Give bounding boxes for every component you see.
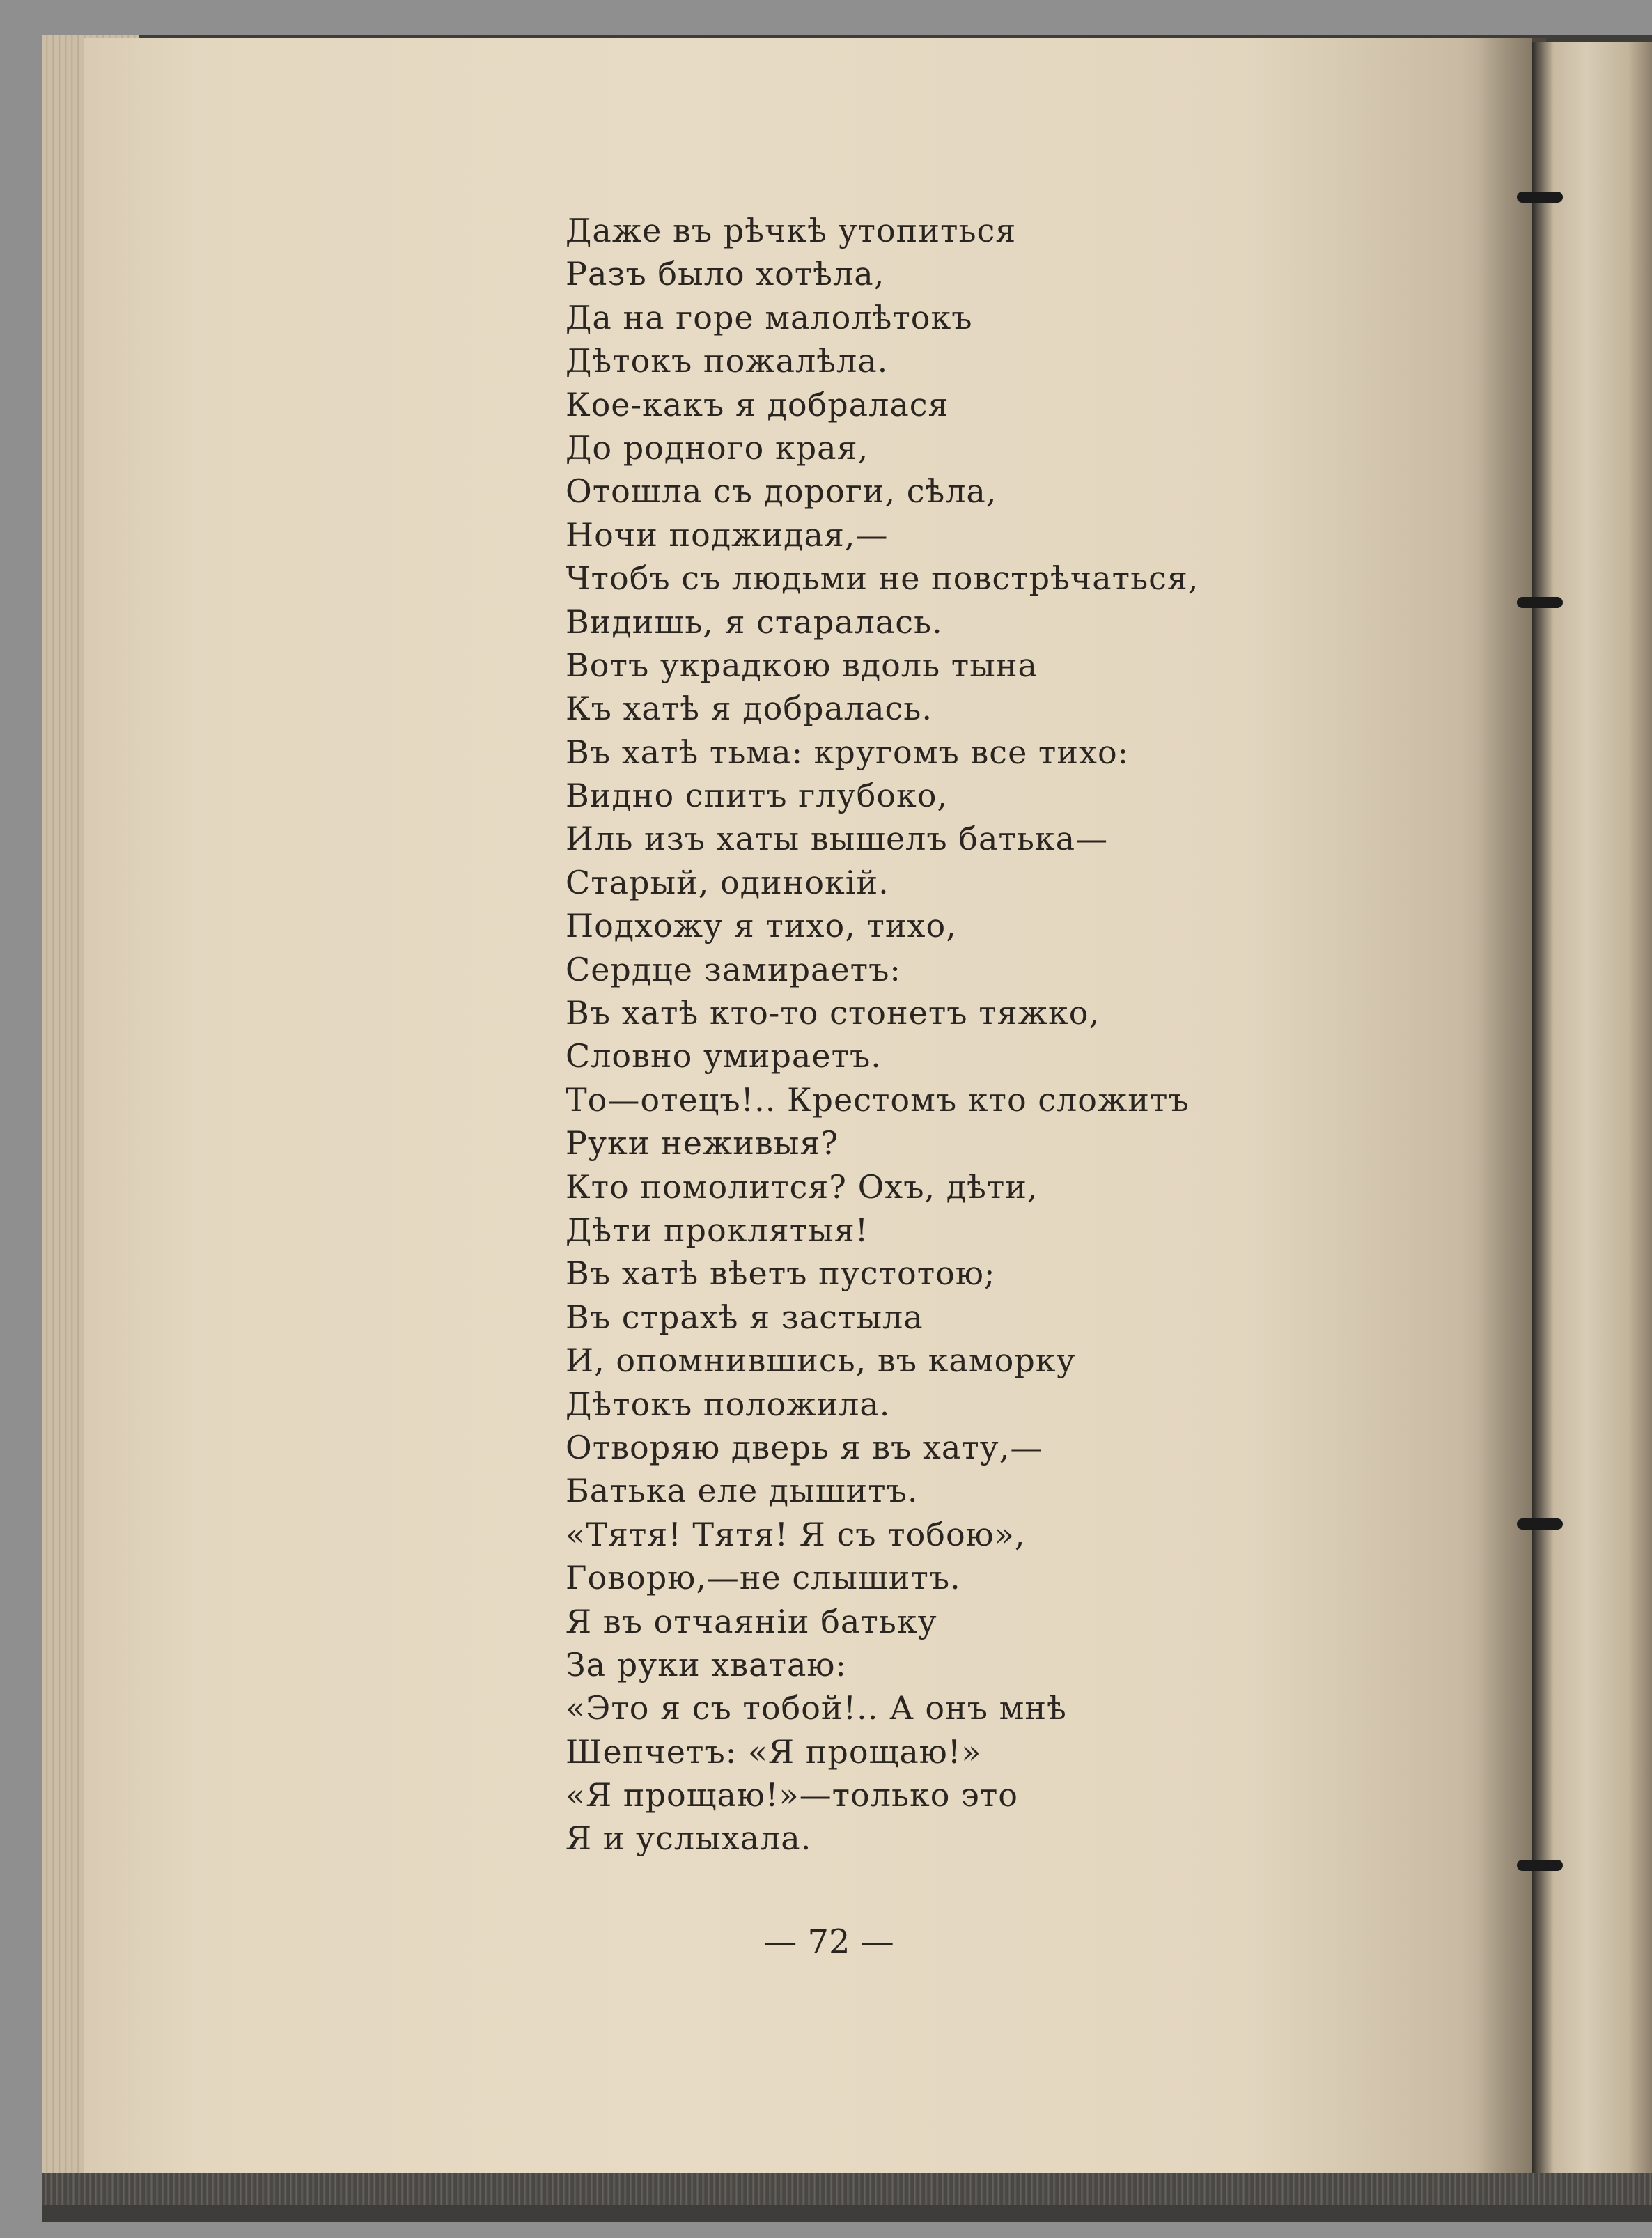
poem-line: Кто помолится? Охъ, дѣти,: [566, 1167, 1038, 1206]
poem-text: [566, 209, 1199, 1860]
poem-line: То—отецъ!.. Крестомъ кто сложитъ: [566, 1080, 1190, 1119]
poem-line: Въ хатѣ тьма: кругомъ все тихо:: [566, 733, 1130, 771]
poem-line: Разъ было хотѣла,: [566, 255, 885, 293]
poem-line: Да на горе малолѣтокъ: [566, 298, 973, 336]
binding-stitch: [1517, 1860, 1563, 1871]
poem-line: Кое-какъ я добралася: [566, 385, 949, 423]
poem-line: «Тятя! Тятя! Я съ тобою»,: [566, 1515, 1026, 1553]
poem-line: «Это я съ тобой!.. А онъ мнѣ: [566, 1689, 1067, 1727]
poem-line: Руки неживыя?: [566, 1124, 839, 1163]
book-spine: [1532, 42, 1652, 2173]
poem-line: Батька еле дышитъ.: [566, 1472, 919, 1510]
poem-line: До родного края,: [566, 428, 869, 467]
poem-line: Словно умираетъ.: [566, 1037, 882, 1075]
poem-line: Дѣтокъ положила.: [566, 1385, 891, 1423]
poem-line: Говорю,—не слышитъ.: [566, 1559, 961, 1597]
poem-line: Отошла съ дороги, сѣла,: [566, 472, 997, 511]
poem-line: Иль изъ хаты вышелъ батька—: [566, 820, 1109, 858]
binding-stitch: [1517, 597, 1563, 608]
poem-line: За руки хватаю:: [566, 1645, 847, 1684]
poem-line: Я и услыхала.: [566, 1819, 812, 1858]
poem-line: Вотъ украдкою вдоль тына: [566, 646, 1038, 684]
poem-line: «Я прощаю!»—только это: [566, 1776, 1018, 1815]
poem-line: Въ хатѣ кто-то стонетъ тяжко,: [566, 994, 1100, 1032]
page-number: — 72 —: [763, 1922, 894, 1961]
poem-line: Даже въ рѣчкѣ утопиться: [566, 212, 1017, 249]
poem-line: Видишь, я старалась.: [566, 603, 943, 641]
binding-stitch: [1517, 192, 1563, 203]
poem-line: Я въ отчаянiи батьку: [566, 1602, 937, 1640]
poem-line: Шепчетъ: «Я прощаю!»: [566, 1732, 982, 1771]
poem-line: Ночи поджидая,—: [566, 515, 889, 554]
poem-line: И, опомнившись, въ каморку: [566, 1342, 1076, 1380]
poem-line: Въ хатѣ вѣетъ пустотою;: [566, 1254, 996, 1293]
poem-line: Старый, одинокiй.: [566, 863, 889, 901]
poem-line: Дѣти проклятыя!: [566, 1211, 869, 1249]
poem-line: Отворяю дверь я въ хату,—: [566, 1428, 1043, 1466]
poem-line: Къ хатѣ я добралась.: [566, 690, 933, 728]
binding-stitch: [1517, 1518, 1563, 1530]
poem-line: Дѣтокъ пожалѣла.: [566, 342, 889, 380]
poem-line: Въ страхѣ я застыла: [566, 1298, 924, 1336]
poem-line: Сердце замираетъ:: [566, 950, 901, 988]
poem-line: Чтобъ съ людьми не повстрѣчаться,: [566, 559, 1199, 598]
poem-line: Подхожу я тихо, тихо,: [566, 907, 957, 945]
book-bottom-edge: [42, 2173, 1652, 2205]
poem-line: Видно спитъ глубоко,: [566, 777, 949, 815]
